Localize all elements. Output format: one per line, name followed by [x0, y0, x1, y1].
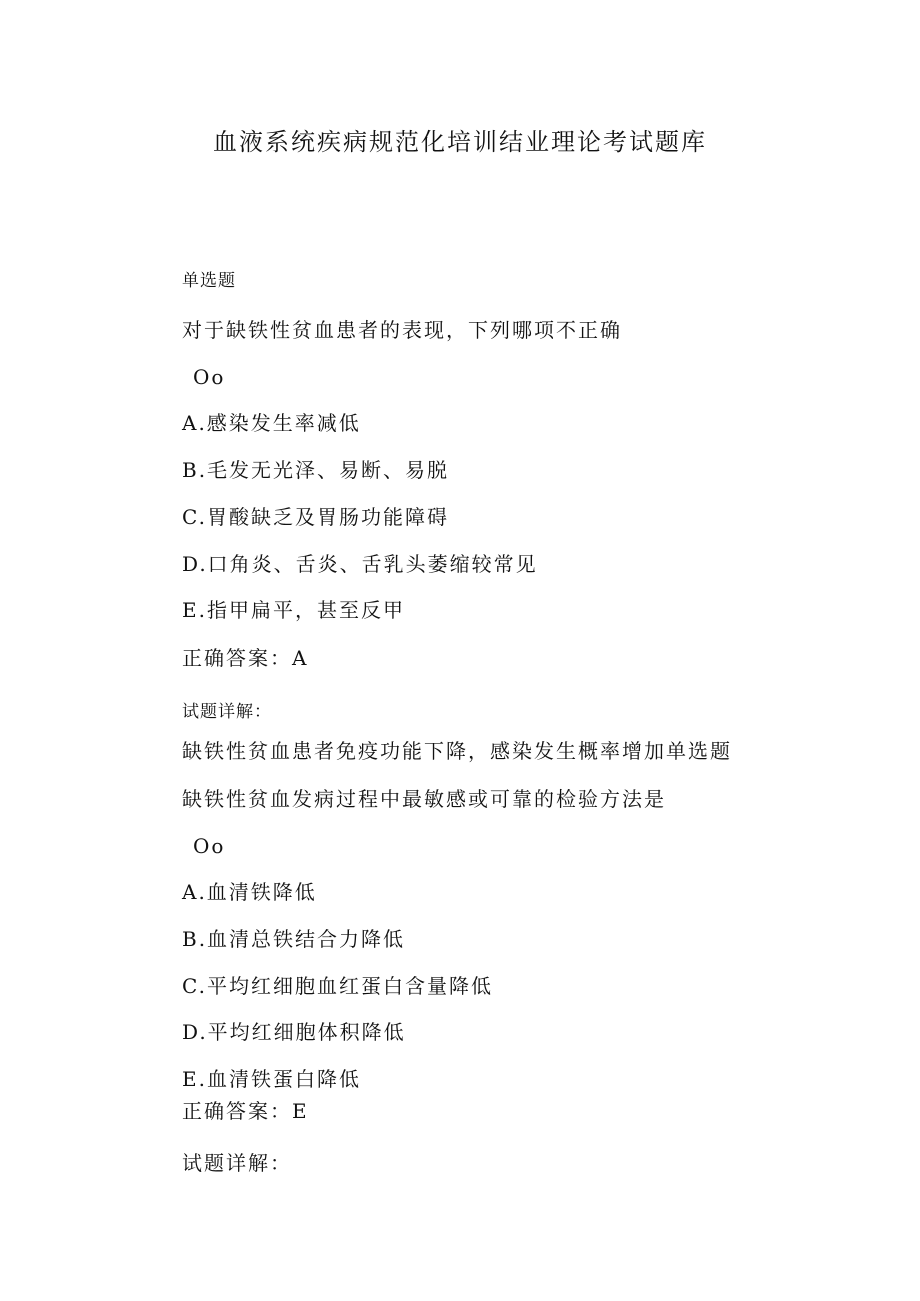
option-d: D.口角炎、舌炎、舌乳头萎缩较常见: [182, 552, 538, 576]
correct-answer: 正确答案：E: [182, 1099, 309, 1123]
option-b: B.毛发无光泽、易断、易脱: [182, 458, 450, 482]
question-blank: Oo: [193, 365, 226, 389]
question-stem: 缺铁性贫血发病过程中最敏感或可靠的检验方法是: [182, 787, 666, 811]
option-d: D.平均红细胞体积降低: [182, 1020, 406, 1044]
option-c: C.胃酸缺乏及胃肠功能障碍: [182, 505, 449, 529]
correct-answer: 正确答案：A: [182, 646, 309, 670]
question-stem: 对于缺铁性贫血患者的表现，下列哪项不正确: [182, 318, 622, 342]
explanation-text: 缺铁性贫血患者免疫功能下降，感染发生概率增加单选题: [182, 739, 732, 763]
option-a: A.血清铁降低: [182, 880, 317, 904]
question-type-label: 单选题: [182, 271, 236, 291]
option-a: A.感染发生率减低: [182, 411, 361, 435]
explanation-label: 试题详解：: [182, 1151, 292, 1175]
document-title: 血液系统疾病规范化培训结业理论考试题库: [213, 128, 707, 156]
option-c: C.平均红细胞血红蛋白含量降低: [182, 974, 493, 998]
option-e: E.指甲扁平，甚至反甲: [182, 598, 405, 622]
explanation-label: 试题详解：: [182, 702, 272, 722]
question-blank: Oo: [193, 834, 226, 858]
option-b: B.血清总铁结合力降低: [182, 927, 406, 951]
option-e: E.血清铁蛋白降低: [182, 1067, 361, 1091]
